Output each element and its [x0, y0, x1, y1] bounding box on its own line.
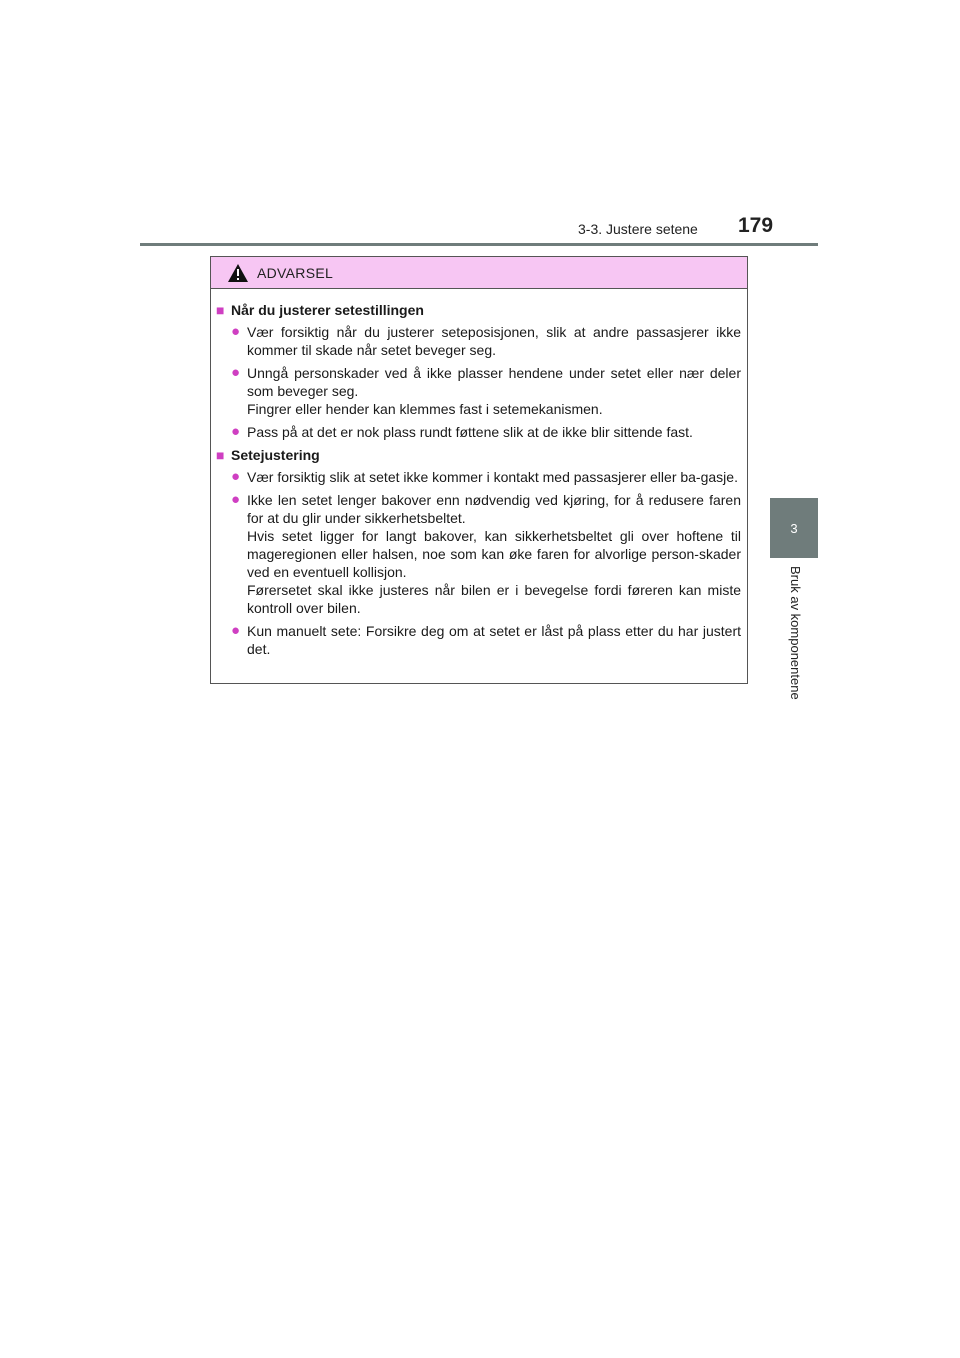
list-item-text: [247, 423, 741, 441]
list-item: [216, 468, 741, 486]
paragraph: Unngå personskader ved å ikke plasser hendene under setet eller nær deler som beveger seg.: [247, 365, 741, 399]
paragraph: Kun manuelt sete: Forsikre deg om at setet er låst på plass etter du har justert det.: [247, 623, 741, 657]
round-bullet-icon: ●: [231, 323, 241, 340]
list-item-text: [247, 364, 741, 418]
round-bullet-icon: ●: [231, 491, 241, 508]
paragraph: Ikke len setet lenger bakover enn nødvendig ved kjøring, for å redusere faren for at du glir under sikkerhetsbeltet.: [247, 492, 741, 526]
section-heading-text: Setejustering: [231, 447, 320, 463]
list-item: [216, 423, 741, 441]
square-bullet-icon: ■: [216, 302, 225, 318]
header-divider: [140, 243, 818, 246]
paragraph: Vær forsiktig når du justerer seteposisjonen, slik at andre passasjerer ikke kommer til skade når setet beveger seg.: [247, 324, 741, 358]
chapter-number: 3: [790, 520, 798, 536]
warning-header: [211, 257, 747, 289]
list-item: [216, 622, 741, 658]
list-item: [216, 364, 741, 418]
list-item-text: [247, 622, 741, 658]
section-title: 3-3. Justere setene: [578, 221, 698, 237]
list-item: [216, 491, 741, 617]
round-bullet-icon: ●: [231, 364, 241, 381]
list-item-text: [247, 468, 741, 486]
section-heading: [216, 301, 741, 319]
section-heading-text: Når du justerer setestillingen: [231, 302, 424, 318]
chapter-tab[interactable]: [770, 498, 818, 558]
section-heading: [216, 446, 741, 464]
list-item: [216, 323, 741, 359]
paragraph: Fingrer eller hender kan klemmes fast i setemekanismen.: [247, 401, 603, 417]
round-bullet-icon: ●: [231, 468, 241, 485]
warning-body: [211, 289, 747, 658]
page-number: 179: [738, 214, 774, 237]
paragraph: Hvis setet ligger for langt bakover, kan sikkerhetsbeltet gli over hoftene til mageregionen eller halsen, noe som kan øke faren for alvorlige person-skader ved en eventuell kollisjon.: [247, 528, 741, 580]
square-bullet-icon: ■: [216, 447, 225, 463]
paragraph: Førersetet skal ikke justeres når bilen er i bevegelse fordi føreren kan miste kontroll over bilen.: [247, 582, 741, 616]
chapter-label: Bruk av komponentene: [788, 566, 803, 700]
paragraph: Pass på at det er nok plass rundt føttene slik at de ikke blir sittende fast.: [247, 424, 693, 440]
list-item-text: [247, 491, 741, 617]
round-bullet-icon: ●: [231, 622, 241, 639]
round-bullet-icon: ●: [231, 423, 241, 440]
paragraph: Vær forsiktig slik at setet ikke kommer i kontakt med passasjerer eller ba-gasje.: [247, 469, 738, 485]
warning-triangle-icon: [227, 263, 249, 283]
warning-title: ADVARSEL: [257, 264, 334, 281]
warning-box: [210, 256, 748, 684]
list-item-text: [247, 323, 741, 359]
